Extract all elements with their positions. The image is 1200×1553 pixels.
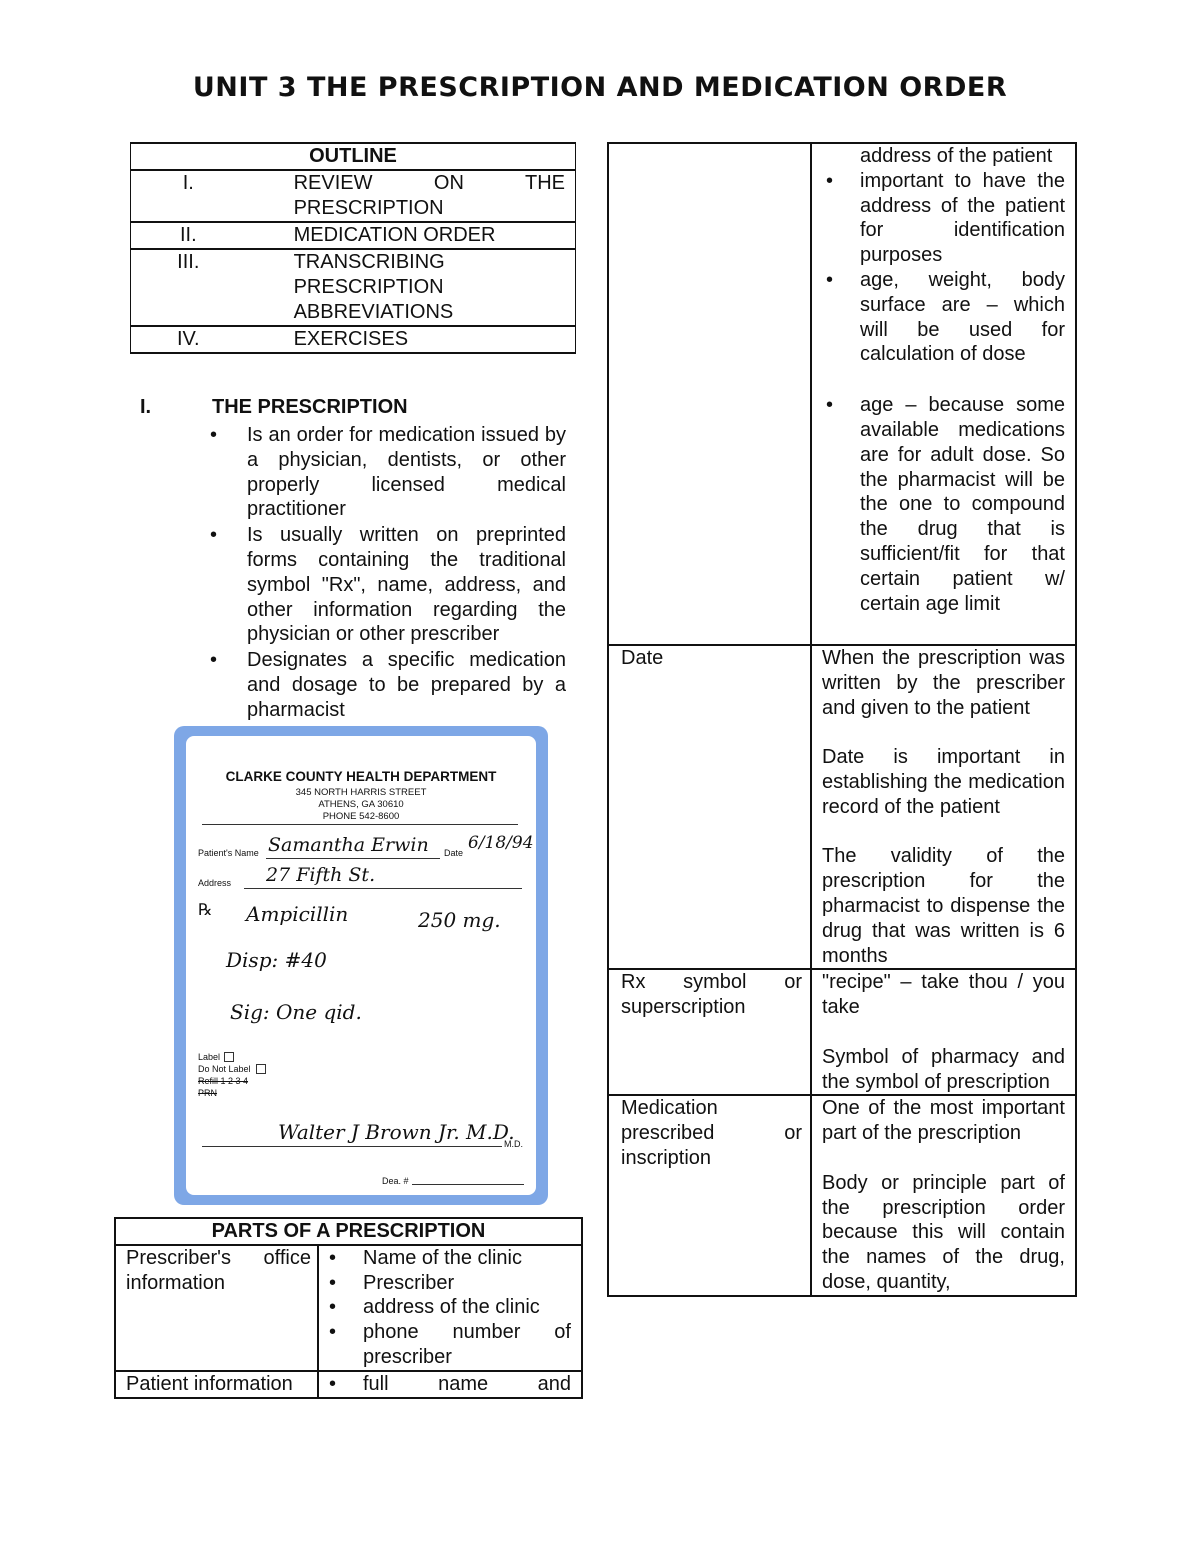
- page-title: UNIT 3 THE PRESCRIPTION AND MEDICATION ORDER: [192, 72, 1008, 103]
- outline-num: III.: [131, 249, 294, 326]
- signature: Walter J Brown Jr. M.D.: [278, 1120, 515, 1144]
- prn-text: PRN: [198, 1088, 218, 1098]
- table-row: [608, 969, 1076, 1095]
- parts-table-right: [607, 142, 1077, 1297]
- form-divider: [202, 824, 518, 825]
- outline-table: [130, 142, 576, 354]
- md-label: M.D.: [504, 1139, 523, 1149]
- list-item: • age, weight, body surface are – which will be used for calculation of dose: [822, 268, 1065, 367]
- continued-text: address of the patient: [860, 145, 1053, 167]
- parts-table-left: [114, 1217, 583, 1399]
- outline-label: REVIEW ON THE PRESCRIPTION: [294, 170, 576, 222]
- table-row: [115, 1371, 582, 1398]
- part-name: [608, 143, 811, 645]
- outline-num: I.: [131, 170, 294, 222]
- outline-num: II.: [131, 222, 294, 249]
- paragraph: When the prescription was written by the prescriber and given to the patient: [822, 647, 1065, 719]
- paragraph: The validity of the prescription for the pharmacist to dispense the drug that was written is 6 months: [822, 845, 1065, 967]
- parts-header: PARTS OF A PRESCRIPTION: [115, 1218, 582, 1245]
- part-details: [811, 645, 1076, 969]
- prescription-paper: [186, 736, 536, 1195]
- refill-text: Refill 1 2 3 4: [198, 1076, 249, 1086]
- section-title: THE PRESCRIPTION: [212, 396, 408, 418]
- section-bullets: [206, 423, 566, 724]
- rx-disp: Disp: #40: [226, 948, 327, 972]
- part-details: [811, 969, 1076, 1095]
- paragraph: "recipe" – take thou / you take: [822, 971, 1065, 1019]
- outline-num: IV.: [131, 326, 294, 353]
- date-value: 6/18/94: [468, 833, 534, 853]
- part-details: [811, 143, 1076, 645]
- paragraph: Date is important in establishing the medication record of the patient: [822, 746, 1065, 818]
- rx-strength: 250 mg.: [418, 908, 501, 932]
- do-not-label-text: Do Not Label: [198, 1064, 251, 1074]
- outline-header: OUTLINE: [131, 143, 576, 170]
- form-dept: CLARKE COUNTY HEALTH DEPARTMENT: [225, 769, 497, 784]
- rx-symbol: ℞: [198, 902, 213, 919]
- part-name: Rx symbol or superscription: [608, 969, 811, 1095]
- table-row: [608, 645, 1076, 969]
- address-label: Address: [198, 878, 232, 888]
- list-item: • address of the clinic: [325, 1295, 571, 1320]
- dea-line: [412, 1184, 524, 1185]
- section-heading: [140, 396, 408, 419]
- outline-label: EXERCISES: [294, 326, 576, 353]
- prescription-form-image: [174, 726, 548, 1205]
- form-street: 345 NORTH HARRIS STREET: [295, 787, 427, 798]
- list-item: • phone number of prescriber: [325, 1320, 571, 1370]
- part-name: Date: [608, 645, 811, 969]
- label-check-text: Label: [198, 1052, 221, 1062]
- rx-drug: Ampicillin: [246, 902, 349, 926]
- outline-label: MEDICATION ORDER: [294, 222, 576, 249]
- dea-label: Dea. #: [382, 1176, 409, 1186]
- label-checkbox: [224, 1052, 234, 1062]
- outline-row: [131, 170, 576, 222]
- list-item: • Name of the clinic: [325, 1246, 571, 1271]
- part-name: Medication prescribed or inscription: [608, 1095, 811, 1295]
- outline-row: [131, 249, 576, 326]
- list-item: • important to have the address of the patient for identification purposes: [822, 169, 1065, 268]
- outline-label: TRANSCRIBING PRESCRIPTION ABBREVIATIONS: [294, 249, 576, 326]
- list-item: • age – because some available medications are for adult dose. So the pharmacist will be the one to compound the drug that is sufficient/fit for that certain patient w/ certain age limit: [822, 393, 1065, 616]
- signature-line: [202, 1146, 502, 1147]
- outline-row: [131, 326, 576, 353]
- list-item: • Is an order for medication issued by a physician, dentists, or other properly licensed medical practitioner: [206, 423, 566, 522]
- patient-label: Patient's Name: [198, 848, 259, 858]
- rx-sig: Sig: One qid.: [230, 1000, 362, 1024]
- address-value: 27 Fifth St.: [266, 864, 376, 886]
- table-row: [115, 1245, 582, 1371]
- part-details: [811, 1095, 1076, 1295]
- part-details: [318, 1371, 582, 1398]
- patient-line: [266, 858, 440, 859]
- part-name: Patient information: [115, 1371, 318, 1398]
- patient-value: Samantha Erwin: [268, 834, 429, 856]
- table-row: [608, 143, 1076, 645]
- paragraph: One of the most important part of the prescription: [822, 1097, 1065, 1145]
- list-item: • Prescriber: [325, 1271, 571, 1296]
- form-phone: PHONE 542-8600: [322, 811, 400, 822]
- table-row: [608, 1095, 1076, 1295]
- do-not-label-checkbox: [256, 1064, 266, 1074]
- list-item: • full name and: [325, 1372, 571, 1397]
- paragraph: Symbol of pharmacy and the symbol of prescription: [822, 1045, 1065, 1093]
- section-number: I.: [140, 396, 152, 418]
- form-city: ATHENS, GA 30610: [318, 799, 404, 810]
- outline-row: [131, 222, 576, 249]
- date-label: Date: [444, 848, 464, 858]
- part-name: Prescriber's office information: [115, 1245, 318, 1371]
- part-details: [318, 1245, 582, 1371]
- paragraph: Body or principle part of the prescription order because this will contain the names of the drug, dose, quantity,: [822, 1171, 1065, 1293]
- list-item: • Is usually written on preprinted forms containing the traditional symbol "Rx", name, address, and other information regarding the physician or other prescriber: [206, 523, 566, 647]
- list-item: • Designates a specific medication and dosage to be prepared by a pharmacist: [206, 648, 566, 722]
- address-line: [244, 888, 522, 889]
